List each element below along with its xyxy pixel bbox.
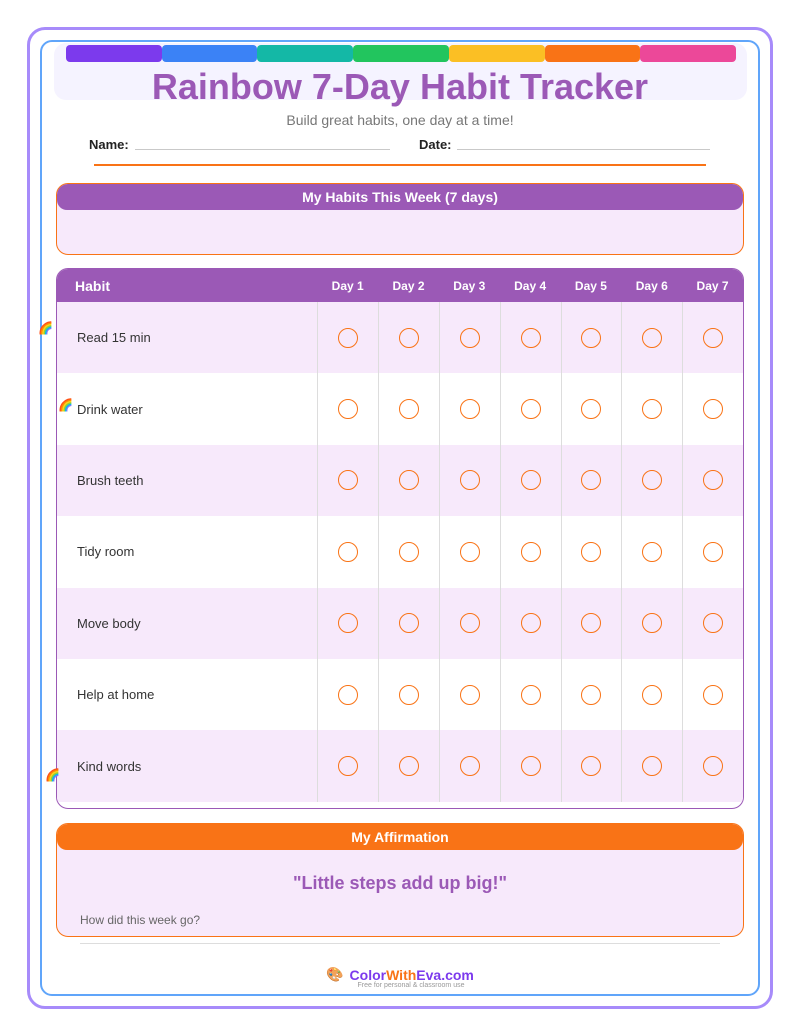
check-circle[interactable]	[642, 542, 662, 562]
habit-name: Read 15 min	[77, 330, 151, 346]
habit-column-header: Habit	[75, 277, 110, 294]
day-cell	[317, 445, 378, 516]
affirmation-quote: "Little steps add up big!"	[292, 873, 508, 893]
check-circle[interactable]	[703, 613, 723, 633]
check-circle[interactable]	[642, 756, 662, 776]
check-circle[interactable]	[460, 542, 480, 562]
day-cell	[621, 516, 682, 587]
check-circle[interactable]	[642, 685, 662, 705]
day-cell	[439, 373, 500, 444]
day-cell	[500, 302, 561, 373]
day-cell	[378, 373, 439, 444]
check-circle[interactable]	[521, 613, 541, 633]
table-row	[57, 302, 743, 373]
table-row	[57, 659, 743, 730]
day-cell	[561, 302, 622, 373]
day-cell	[378, 588, 439, 659]
check-circle[interactable]	[642, 399, 662, 419]
day-cell	[561, 445, 622, 516]
rainbow-segment	[162, 45, 258, 62]
table-row	[57, 373, 743, 444]
check-circle[interactable]	[460, 613, 480, 633]
date-label: Date:	[419, 137, 452, 152]
check-circle[interactable]	[703, 756, 723, 776]
check-circle[interactable]	[581, 756, 601, 776]
check-circle[interactable]	[399, 328, 419, 348]
day-cell	[561, 373, 622, 444]
check-circle[interactable]	[338, 613, 358, 633]
check-circle[interactable]	[703, 328, 723, 348]
affirmation-box	[56, 823, 744, 937]
day-cell	[378, 659, 439, 730]
footer-tagline: Free for personal & classroom use	[357, 982, 465, 989]
day-cell	[561, 730, 622, 801]
table-row	[57, 445, 743, 516]
day-cell	[317, 659, 378, 730]
check-circle[interactable]	[642, 328, 662, 348]
check-circle[interactable]	[642, 470, 662, 490]
check-circle[interactable]	[460, 470, 480, 490]
header-divider	[94, 164, 706, 166]
rainbow-segment	[257, 45, 353, 62]
check-circle[interactable]	[703, 399, 723, 419]
palette-icon: 🎨	[326, 966, 344, 982]
day-cell	[317, 302, 378, 373]
brand-part-2: With	[386, 966, 417, 983]
day-cell	[561, 516, 622, 587]
check-circle[interactable]	[703, 542, 723, 562]
check-circle[interactable]	[703, 685, 723, 705]
check-circle[interactable]	[460, 685, 480, 705]
day-cell	[378, 730, 439, 801]
check-circle[interactable]	[399, 685, 419, 705]
rainbow-segment	[353, 45, 449, 62]
name-field[interactable]	[135, 149, 390, 150]
check-circle[interactable]	[338, 685, 358, 705]
footer-divider	[80, 943, 720, 944]
rainbow-sticker-icon: 🌈	[58, 398, 73, 412]
day-cell	[621, 659, 682, 730]
reflection-prompt[interactable]: How did this week go?	[80, 913, 201, 927]
name-label: Name:	[89, 137, 129, 152]
day-cell	[621, 373, 682, 444]
habit-name: Kind words	[77, 758, 142, 774]
day-cell	[500, 588, 561, 659]
day-cell	[682, 730, 743, 801]
check-circle[interactable]	[521, 470, 541, 490]
day-cell	[561, 659, 622, 730]
check-circle[interactable]	[399, 542, 419, 562]
habits-week-box	[56, 183, 744, 255]
day-column-header: Day 2	[392, 278, 425, 293]
day-cell	[378, 302, 439, 373]
check-circle[interactable]	[460, 756, 480, 776]
check-circle[interactable]	[338, 756, 358, 776]
check-circle[interactable]	[338, 328, 358, 348]
habit-table	[56, 268, 744, 809]
check-circle[interactable]	[581, 399, 601, 419]
check-circle[interactable]	[642, 613, 662, 633]
check-circle[interactable]	[399, 470, 419, 490]
rainbow-segment	[449, 45, 545, 62]
day-cell	[500, 445, 561, 516]
day-cell	[317, 516, 378, 587]
page-subtitle: Build great habits, one day at a time!	[286, 112, 514, 128]
check-circle[interactable]	[703, 470, 723, 490]
day-column-header: Day 1	[331, 278, 364, 293]
table-body	[57, 302, 743, 802]
day-cell	[439, 516, 500, 587]
habit-name: Move body	[77, 615, 141, 631]
day-column-header: Day 3	[453, 278, 486, 293]
affirmation-title: My Affirmation	[57, 824, 743, 850]
check-circle[interactable]	[399, 613, 419, 633]
day-cell	[378, 516, 439, 587]
rainbow-sticker-icon: 🌈	[45, 768, 60, 782]
day-cell	[439, 730, 500, 801]
check-circle[interactable]	[338, 542, 358, 562]
check-circle[interactable]	[338, 470, 358, 490]
table-row	[57, 516, 743, 587]
check-circle[interactable]	[521, 328, 541, 348]
day-cell	[682, 373, 743, 444]
day-column-header: Day 6	[635, 278, 668, 293]
check-circle[interactable]	[581, 542, 601, 562]
rainbow-sticker-icon: 🌈	[38, 321, 53, 335]
day-cell	[500, 659, 561, 730]
check-circle[interactable]	[460, 328, 480, 348]
check-circle[interactable]	[521, 756, 541, 776]
habit-name: Drink water	[77, 401, 143, 417]
rainbow-segment	[640, 45, 736, 62]
day-cell	[682, 588, 743, 659]
habit-name: Help at home	[77, 687, 155, 703]
day-cell	[682, 302, 743, 373]
check-circle[interactable]	[399, 756, 419, 776]
habits-week-title: My Habits This Week (7 days)	[57, 184, 743, 210]
day-cell	[317, 373, 378, 444]
day-cell	[682, 445, 743, 516]
day-cell	[317, 588, 378, 659]
check-circle[interactable]	[581, 328, 601, 348]
check-circle[interactable]	[521, 399, 541, 419]
table-row	[57, 588, 743, 659]
day-cell	[621, 730, 682, 801]
habit-name: Tidy room	[77, 544, 135, 560]
day-column-header: Day 5	[574, 278, 607, 293]
day-column-header: Day 7	[696, 278, 729, 293]
table-row	[57, 730, 743, 801]
page-title: Rainbow 7-Day Habit Tracker	[151, 66, 649, 107]
check-circle[interactable]	[581, 613, 601, 633]
day-cell	[500, 516, 561, 587]
brand-part-1: Color	[349, 966, 387, 983]
day-cell	[378, 445, 439, 516]
check-circle[interactable]	[581, 470, 601, 490]
check-circle[interactable]	[460, 399, 480, 419]
day-cell	[439, 659, 500, 730]
rainbow-segment	[66, 45, 162, 62]
day-cell	[682, 659, 743, 730]
date-field[interactable]	[457, 149, 710, 150]
day-cell	[439, 445, 500, 516]
check-circle[interactable]	[581, 685, 601, 705]
habit-name: Brush teeth	[77, 472, 144, 488]
footer	[0, 966, 800, 989]
check-circle[interactable]	[521, 542, 541, 562]
rainbow-segment	[545, 45, 641, 62]
check-circle[interactable]	[338, 399, 358, 419]
day-cell	[621, 588, 682, 659]
rainbow-stripe	[66, 45, 736, 62]
day-cell	[561, 588, 622, 659]
footer-brand[interactable]	[326, 966, 474, 983]
day-cell	[500, 373, 561, 444]
day-column-header: Day 4	[514, 278, 547, 293]
check-circle[interactable]	[399, 399, 419, 419]
table-header	[57, 269, 743, 302]
day-cell	[621, 302, 682, 373]
day-cell	[439, 588, 500, 659]
day-cell	[317, 730, 378, 801]
check-circle[interactable]	[521, 685, 541, 705]
brand-part-3: Eva.com	[416, 966, 474, 983]
day-cell	[682, 516, 743, 587]
day-cell	[500, 730, 561, 801]
day-cell	[439, 302, 500, 373]
day-cell	[621, 445, 682, 516]
